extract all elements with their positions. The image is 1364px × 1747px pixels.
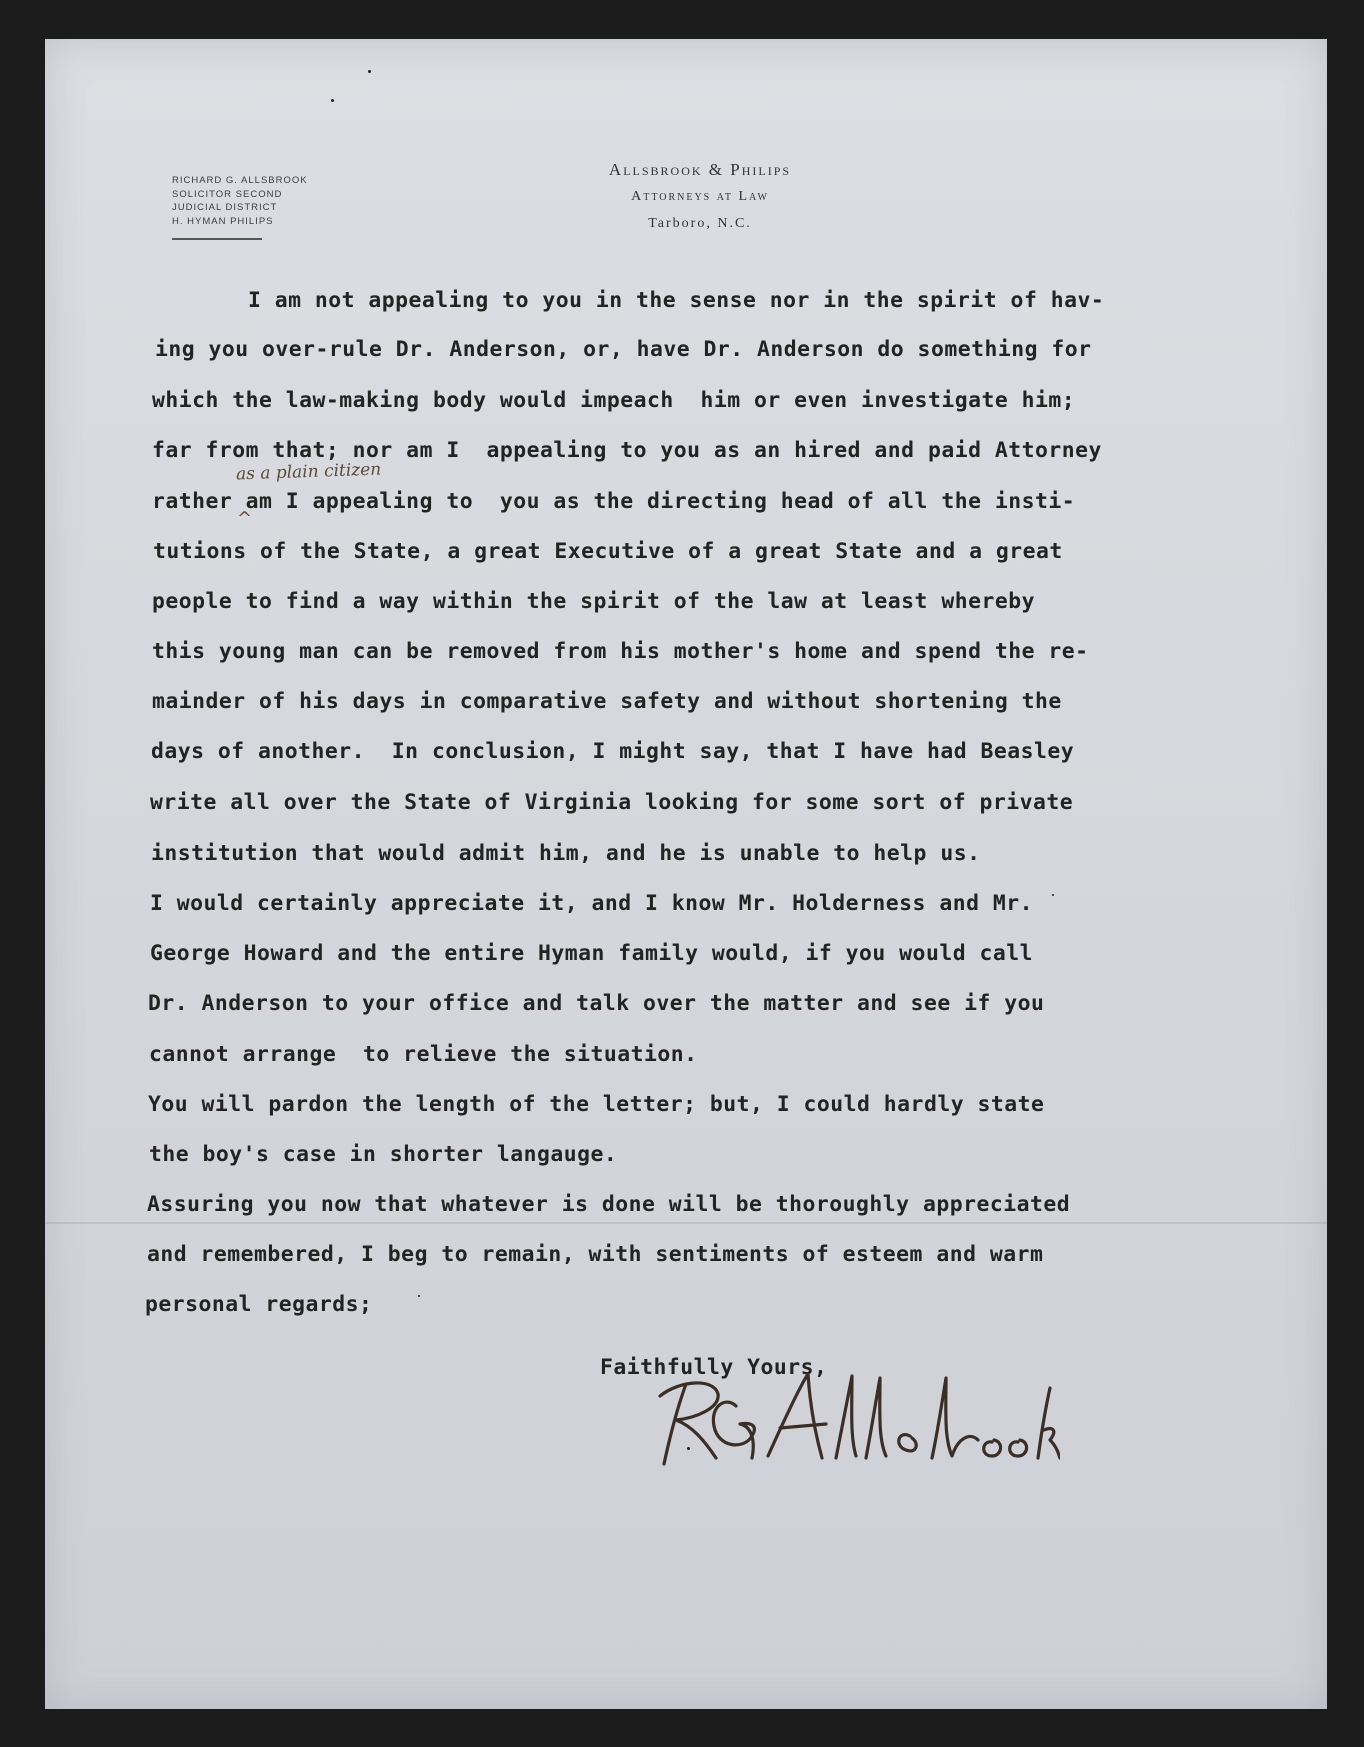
letterhead-name-line: H. HYMAN PHILIPS: [172, 215, 274, 227]
closing-salutation: Faithfully Yours,: [600, 1355, 828, 1380]
body-line: far from that; nor am I appealing to you as an hired and paid Attorney: [152, 438, 1102, 463]
paper-fold: [45, 1222, 1327, 1224]
body-line: Dr. Anderson to your office and talk over the matter and see if you: [148, 991, 1045, 1016]
body-line: days of another. In conclusion, I might say, that I have had Beasley: [151, 739, 1075, 764]
firm-city: Tarboro, N.C.: [648, 216, 752, 231]
signature: [640, 1366, 1060, 1476]
ink-speck: [418, 1295, 420, 1297]
body-line: tutions of the State, a great Executive of a great State and a great: [153, 539, 1063, 564]
body-line: Assuring you now that whatever is done will be thoroughly appreciated: [147, 1192, 1071, 1217]
firm-name: Allsbrook & Philips: [608, 160, 792, 179]
body-line: people to find a way within the spirit of the law at least whereby: [152, 589, 1035, 614]
body-line: and remembered, I beg to remain, with sentiments of esteem and warm: [147, 1242, 1044, 1267]
ink-speck: [1052, 894, 1054, 896]
body-line: rather am I appealing to you as the directing head of all the insti-: [152, 489, 1076, 514]
body-line: mainder of his days in comparative safety and without shortening the: [152, 689, 1062, 714]
body-line: I am not appealing to you in the sense nor in the spirit of hav-: [248, 288, 1105, 313]
body-line: write all over the State of Virginia looking for some sort of private: [150, 790, 1074, 815]
ink-speck: [687, 1447, 690, 1450]
letterhead-rule: [172, 238, 262, 240]
body-line: personal regards;: [145, 1292, 373, 1317]
insertion-caret-icon: ^: [237, 508, 253, 529]
letterhead-name-line: RICHARD G. ALLSBROOK: [172, 175, 308, 186]
ink-speck: [331, 99, 334, 102]
body-line: this young man can be removed from his mother's home and spend the re-: [152, 639, 1089, 664]
body-line: I would certainly appreciate it, and I know Mr. Holderness and Mr.: [150, 891, 1033, 916]
letterhead-names: [172, 174, 308, 228]
body-line: George Howard and the entire Hyman family would, if you would call: [150, 941, 1033, 966]
firm-subtitle: Attorneys at Law: [631, 189, 769, 204]
letterhead-name-line: SOLICITOR SECOND: [172, 188, 283, 200]
letterhead-name-line: JUDICIAL DISTRICT: [172, 202, 278, 213]
body-line: cannot arrange to relieve the situation.: [149, 1042, 698, 1067]
ink-speck: [368, 70, 371, 73]
body-line: ing you over-rule Dr. Anderson, or, have Dr. Anderson do something for: [155, 337, 1092, 362]
handwritten-insert: as a plain citizen: [235, 459, 382, 485]
body-line: institution that would admit him, and he is unable to help us.: [151, 841, 981, 866]
letterhead: [520, 160, 880, 232]
body-line: You will pardon the length of the letter; but, I could hardly state: [148, 1092, 1045, 1117]
body-line: which the law-making body would impeach him or even investigate him;: [152, 388, 1076, 413]
body-line: the boy's case in shorter langauge.: [149, 1142, 618, 1167]
